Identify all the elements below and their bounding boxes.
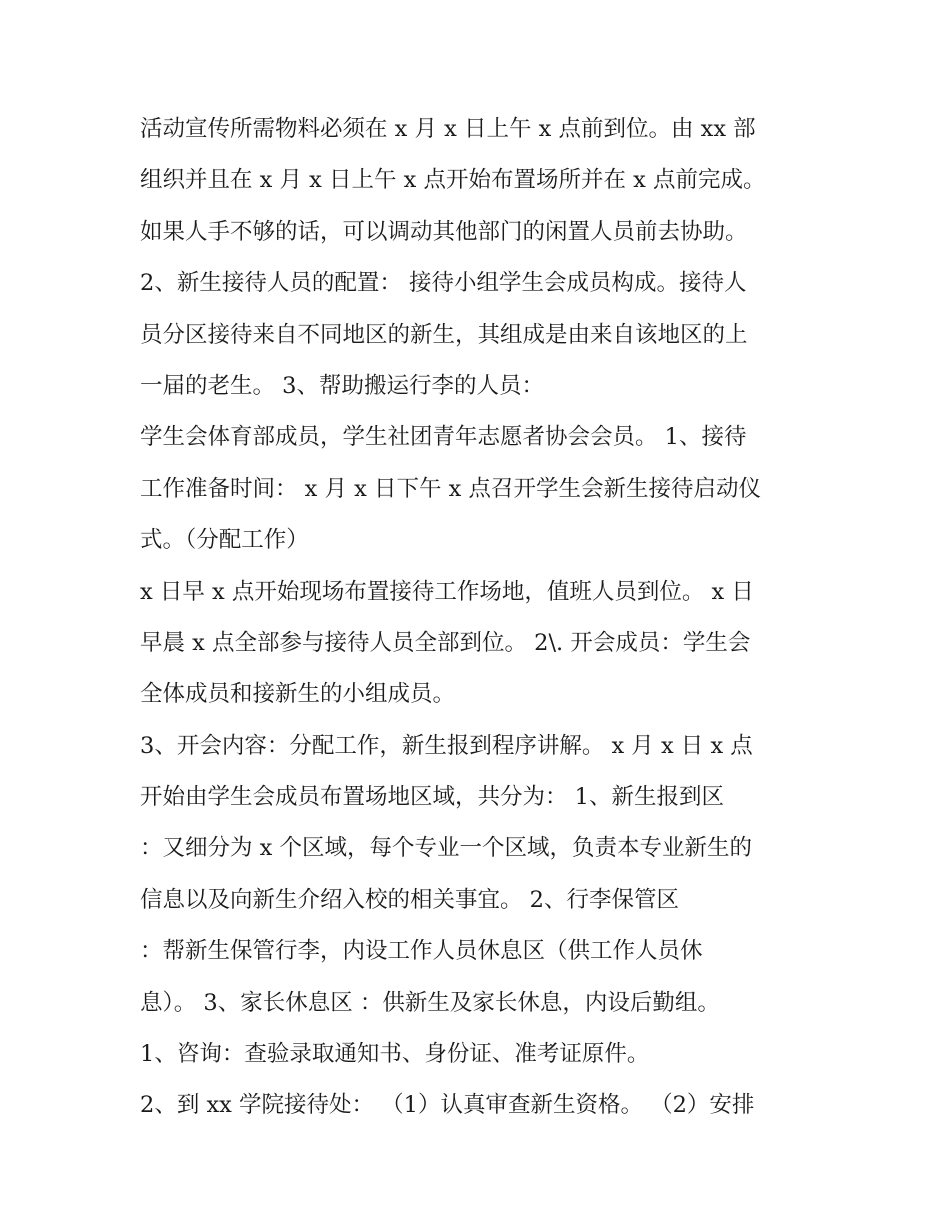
text-line: ：帮新生保管行李，内设工作人员休息区（供工作人员休 — [140, 938, 703, 965]
text-line: 一届的老生。 3、帮助搬运行李的人员： — [140, 372, 544, 399]
text-line: 式。（分配工作） — [140, 527, 309, 554]
text-line: 早晨 x 点全部参与接待人员全部到位。 2\. 开会成员：学生会 — [140, 629, 751, 656]
text-line: 2、新生接待人员的配置： 接待小组学生会成员构成。接待人 — [140, 270, 747, 297]
text-line: 开始由学生会成员布置场地区域，共分为： 1、新生报到区 — [140, 784, 724, 811]
text-line: 组织并且在 x 月 x 日上午 x 点开始布置场所并在 x 点前完成。 — [140, 167, 766, 194]
text-line: 1、咨询：查验录取通知书、身份证、准考证原件。 — [140, 1041, 650, 1068]
text-line: 信息以及向新生介绍入校的相关事宜。 2、行李保管区 — [140, 886, 679, 913]
text-line: ：又细分为 x 个区域，每个专业一个区域，负责本专业新生的 — [140, 835, 752, 862]
text-line: x 日早 x 点开始现场布置接待工作场地，值班人员到位。 x 日 — [140, 578, 754, 605]
text-line: 学生会体育部成员，学生社团青年志愿者协会会员。 1、接待 — [140, 424, 747, 451]
text-line: 工作准备时间： x 月 x 日下午 x 点召开学生会新生接待启动仪 — [140, 475, 761, 502]
text-line: 2、到 xx 学院接待处： （1）认真审查新生资格。 （2）安排 — [140, 1092, 755, 1119]
text-line: 如果人手不够的话，可以调动其他部门的闲置人员前去协助。 — [140, 218, 748, 245]
text-line: 3、开会内容：分配工作，新生报到程序讲解。 x 月 x 日 x 点 — [140, 732, 753, 759]
text-line: 员分区接待来自不同地区的新生，其组成是由来自该地区的上 — [140, 321, 748, 348]
text-line: 活动宣传所需物料必须在 x 月 x 日上午 x 点前到位。由 xx 部 — [140, 116, 756, 142]
text-line: 息）。 3、家长休息区 ：供新生及家长休息，内设后勤组。 — [140, 989, 720, 1016]
document-body — [140, 104, 830, 1132]
text-line: 全体成员和接新生的小组成员。 — [140, 681, 456, 708]
